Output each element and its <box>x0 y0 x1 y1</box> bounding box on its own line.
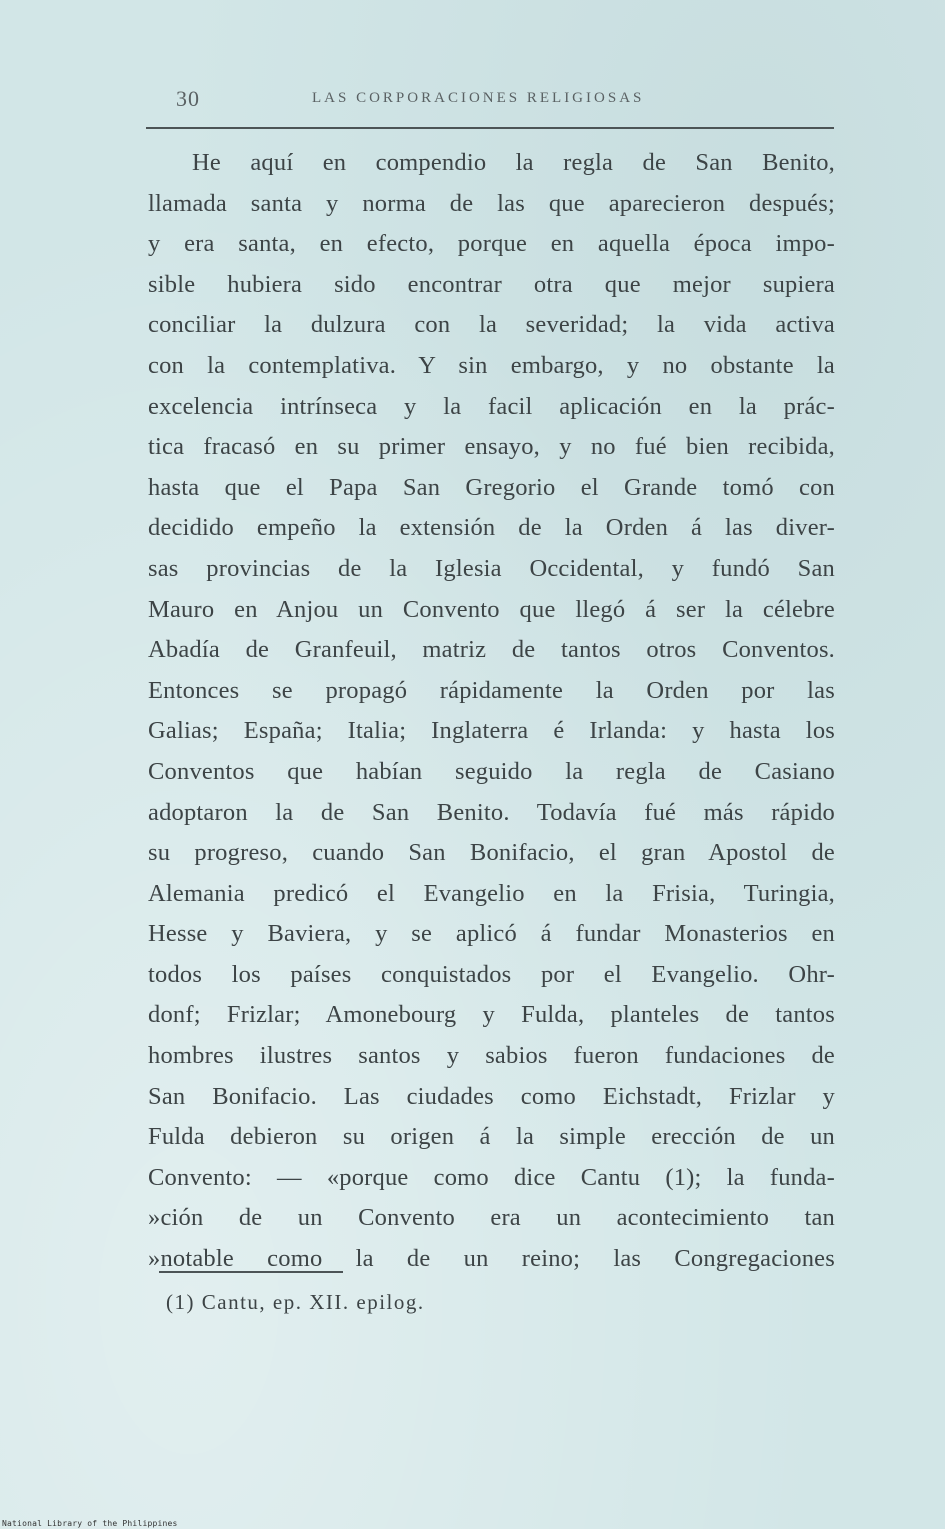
text-line: adoptaron la de San Benito. Todavía fué más rápido <box>148 798 835 826</box>
text-line: conciliar la dulzura con la severidad; la vida activa <box>148 311 835 339</box>
text-line: excelencia intrínseca y la facil aplicación en la prác- <box>148 392 835 420</box>
footnote: (1) Cantu, ep. XII. epilog. <box>166 1290 425 1314</box>
text-line: decidido empeño la extensión de la Orden á las diver- <box>148 514 835 542</box>
header-rule <box>146 127 834 129</box>
page-header <box>170 86 690 118</box>
library-stamp: National Library of the Philippines <box>2 1519 178 1528</box>
text-line: San Bonifacio. Las ciudades como Eichstadt, Frizlar y <box>148 1082 835 1110</box>
footnote-rule <box>159 1271 343 1273</box>
text-line: tica fracasó en su primer ensayo, y no fué bien recibida, <box>148 433 835 461</box>
text-line: con la contemplativa. Y sin embargo, y no obstante la <box>148 351 835 379</box>
text-line: Alemania predicó el Evangelio en la Frisia, Turingia, <box>148 879 835 907</box>
text-line: su progreso, cuando San Bonifacio, el gran Apostol de <box>148 839 835 867</box>
text-line: donf; Frizlar; Amonebourg y Fulda, planteles de tantos <box>148 1001 835 1029</box>
text-line: Abadía de Granfeuil, matriz de tantos otros Conventos. <box>148 636 835 664</box>
text-line: hombres ilustres santos y sabios fueron fundaciones de <box>148 1042 835 1070</box>
text-line: Conventos que habían seguido la regla de Casiano <box>148 757 835 785</box>
text-line: Fulda debieron su origen á la simple erección de un <box>148 1123 835 1151</box>
text-line: Galias; España; Italia; Inglaterra é Irlanda: y hasta los <box>148 717 835 745</box>
text-line: y era santa, en efecto, porque en aquella época impo- <box>148 230 835 258</box>
text-line: Entonces se propagó rápidamente la Orden por las <box>148 676 835 704</box>
text-line: He aquí en compendio la regla de San Benito, <box>192 149 835 176</box>
body-text <box>148 143 835 1280</box>
text-line: sas provincias de la Iglesia Occidental, y fundó San <box>148 554 835 582</box>
text-line: »ción de un Convento era un acontecimiento tan <box>148 1204 835 1232</box>
text-line: »notable como la de un reino; las Congregaciones <box>148 1245 835 1273</box>
text-line: sible hubiera sido encontrar otra que mejor supiera <box>148 270 835 298</box>
text-line: Convento: — «porque como dice Cantu (1); la funda- <box>148 1163 835 1191</box>
text-line: Mauro en Anjou un Convento que llegó á ser la célebre <box>148 595 835 623</box>
text-line: Hesse y Baviera, y se aplicó á fundar Monasterios en <box>148 920 835 948</box>
text-line: todos los países conquistados por el Evangelio. Ohr- <box>148 960 835 988</box>
page-number: 30 <box>176 86 200 111</box>
text-line: hasta que el Papa San Gregorio el Grande tomó con <box>148 473 835 501</box>
running-title: LAS CORPORACIONES RELIGIOSAS <box>312 90 645 106</box>
text-line: llamada santa y norma de las que aparecieron después; <box>148 189 835 217</box>
